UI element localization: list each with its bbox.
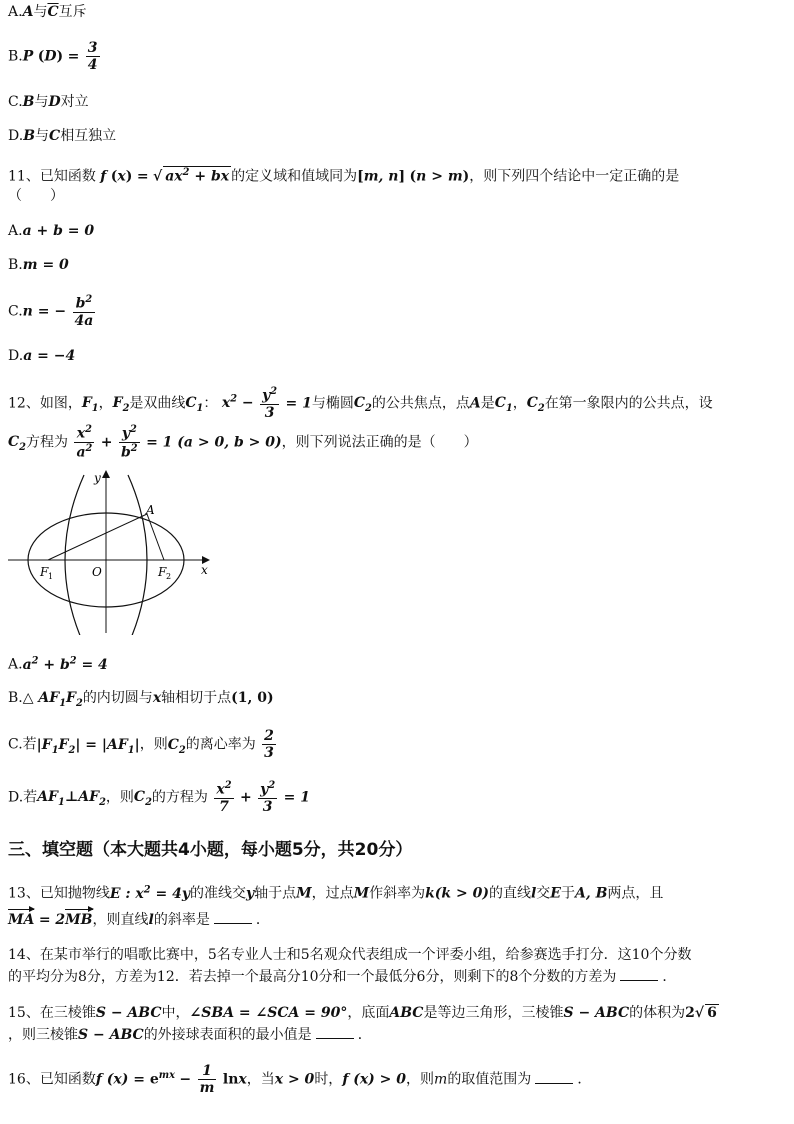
- q11-option-d: D.a = −4: [8, 348, 76, 364]
- q13-stem-line1: 13、已知抛物线E : $x^2 = 4y$的准线交y轴于点M，过点M作斜率为k(k > 0)的直线l交E于A, B两点，且: [8, 884, 664, 902]
- fraction: $\frac{y^2}{b^2}$: [120, 424, 138, 461]
- label-y: y: [94, 471, 101, 485]
- section-title: 三、填空题（本大题共4小题，每小题5分，共20分）: [8, 840, 413, 860]
- q11-option-a: A.a + b = 0: [8, 223, 95, 239]
- fraction: $\frac{y^2}{3}$: [262, 386, 278, 421]
- q12-option-c: C.若$|F_1F_2| = |AF_1|$，则$C_2$的离心率为 $\frac{2}{3}$: [8, 728, 274, 762]
- label-origin: O: [92, 565, 102, 579]
- label-f1-subscript: 1: [48, 572, 54, 581]
- q15-stem-line1: 15、在三棱锥S − ABC中，∠SBA = ∠SCA = 90°，底面ABC是等边三角形，三棱锥S − ABC的体积为2√ 6: [8, 1005, 717, 1021]
- fraction: $\frac{y^2}{3}$: [260, 780, 276, 815]
- q10-option-b: B.P (D) = $\frac{3}{4}$: [8, 40, 98, 74]
- q12-option-d: D.若$AF_1\perp AF_2$，则$C_2$的方程为 $\frac{x^2}{7}$ + $\frac{y^2}{3}$ = 1: [8, 780, 310, 815]
- answer-blank[interactable]: [214, 911, 252, 924]
- label-x: x: [201, 563, 208, 577]
- answer-blank[interactable]: [535, 1071, 573, 1084]
- fraction: $\frac{x^2}{a^2}$: [76, 424, 93, 461]
- q11-paren: （ ）: [8, 188, 64, 204]
- fraction: $\frac{2}{3}$: [264, 728, 274, 762]
- q14-stem-line1: 14、在某市举行的唱歌比赛中，5名专业人士和5名观众代表组成一个评委小组，给参赛选手打分．这10个分数: [8, 947, 692, 963]
- q11-stem: 11、已知函数 f (x) = √ $ax^2$ + bx 的定义域和值域同为[m, n] (n > m)，则下列四个结论中一定正确的是: [8, 167, 680, 185]
- q16-stem: 16、已知函数f $(x) = e^{mx}$ − $\frac{1}{m}$ lnx，当x > 0时，f (x) > 0，则m的取值范围为 ．: [8, 1063, 592, 1097]
- fraction: $\frac{x^2}{7}$: [216, 780, 232, 815]
- q12-option-a: $A.a^2 + b^2 = 4$: [8, 655, 108, 673]
- q11-option-c: C.n = − $\frac{b^2}{4a}$: [8, 294, 94, 329]
- fraction: $\frac{b^2}{4a}$: [74, 294, 94, 329]
- answer-blank[interactable]: [620, 968, 658, 981]
- q13-stem-line2: MA = 2MB，则直线l的斜率是 ．: [8, 912, 270, 928]
- q14-stem-line2: 的平均分为8分，方差为12．若去掉一个最高分10分和一个最低分6分，则剩下的8个分数的方差为 ．: [8, 969, 677, 985]
- q10-option-d: D.B与C相互独立: [8, 128, 117, 144]
- q10-option-a: A.A与$\overline{C}$互斥: [8, 4, 87, 20]
- q11-option-b: B.m = 0: [8, 257, 69, 273]
- hyperbola-left-branch: [65, 475, 84, 635]
- answer-blank[interactable]: [316, 1026, 354, 1039]
- q12-stem-line2: $C_2$方程为 $\frac{x^2}{a^2}$ + $\frac{y^2}{b^2}$ = 1 (a > 0, b > 0)，则下列说法正确的是（ ）: [8, 424, 478, 461]
- q10-option-c: C.B与D对立: [8, 94, 89, 110]
- q15-stem-line2: ，则三棱锥S − ABC的外接球表面积的最小值是 ．: [8, 1027, 372, 1043]
- q12-option-b: B.△ $AF_1F_2$的内切圆与x轴相切于点(1, 0): [8, 690, 274, 709]
- label-f2: F: [158, 565, 167, 579]
- fraction: $\frac{3}{4}$: [87, 40, 98, 74]
- label-f2-subscript: 2: [166, 572, 172, 581]
- label-f1: F: [40, 565, 49, 579]
- hyperbola-right-branch: [128, 475, 147, 635]
- q12-stem-line1: 12、如图，$F_1$，$F_2$是双曲线$C_1$： $x^2$ − $\frac{y^2}{3}$ = 1与椭圆$C_2$的公共焦点，点A是$C_1$，$C_2$在第一象限内的公共点，设: [8, 386, 713, 421]
- ellipse-hyperbola-figure: [6, 465, 216, 635]
- segment-af2: [147, 514, 164, 560]
- label-point-a: A: [146, 503, 155, 517]
- fraction: $\frac{1}{m}$: [199, 1063, 215, 1097]
